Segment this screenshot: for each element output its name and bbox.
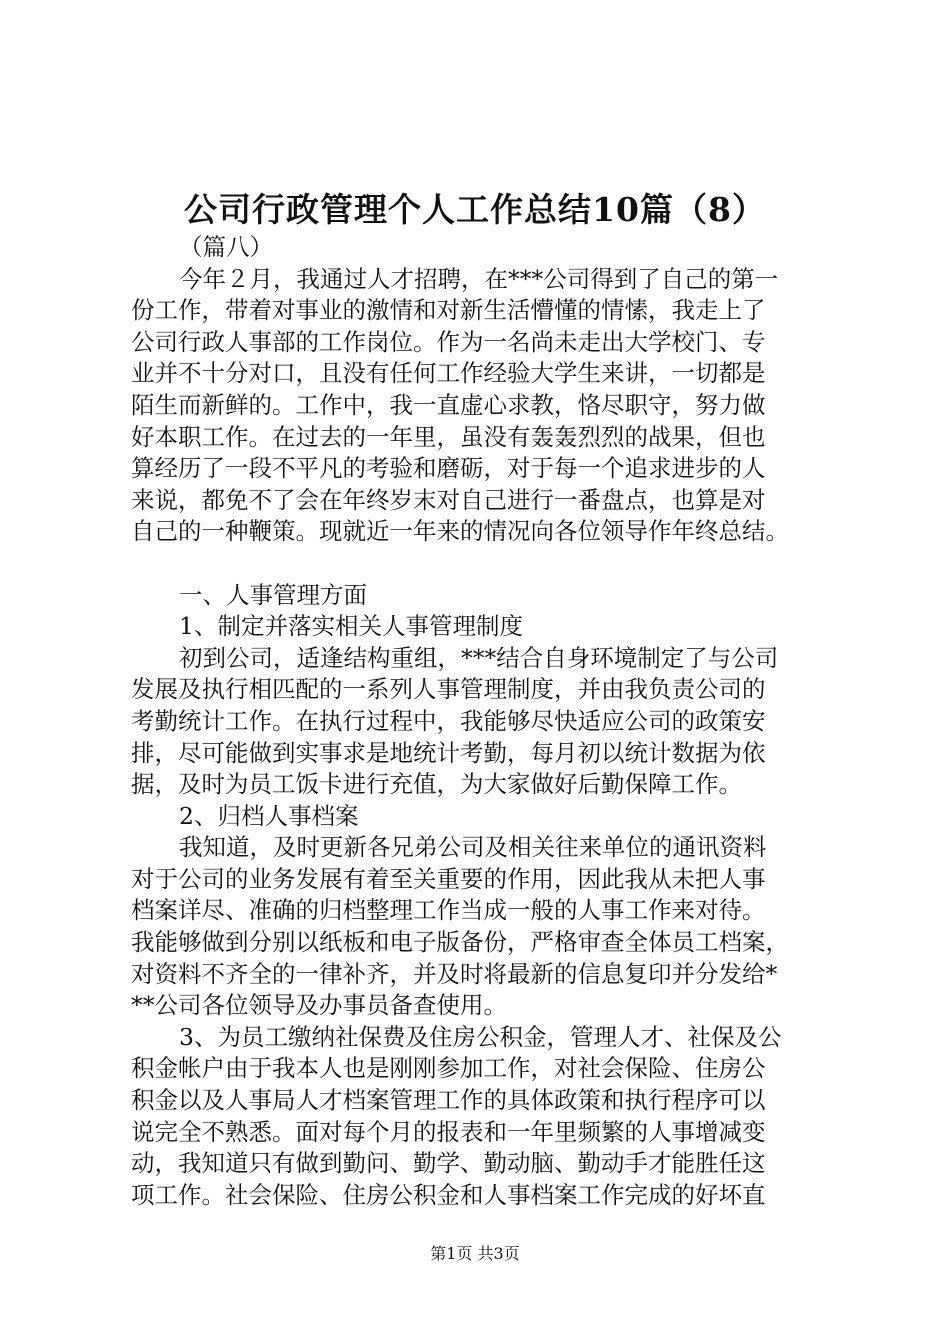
- paragraph-line: 说完全不熟悉。面对每个月的报表和一年里频繁的人事增减变: [131, 1117, 766, 1146]
- paragraph-line: 陌生而新鲜的。工作中，我一直虚心求教，恪尽职守，努力做: [131, 390, 766, 419]
- paragraph-line: 档案详尽、准确的归档整理工作当成一般的人事工作来对待。: [131, 896, 766, 925]
- paragraph-line: 我知道，及时更新各兄弟公司及相关往来单位的通讯资料: [179, 833, 767, 862]
- paragraph-line: 好本职工作。在过去的一年里，虽没有轰轰烈烈的战果，但也: [131, 422, 766, 451]
- paragraph-line: 项工作。社会保险、住房公积金和人事档案工作完成的好坏直: [131, 1180, 766, 1209]
- paragraph-line: 据，及时为员工饭卡进行充值，为大家做好后勤保障工作。: [131, 770, 742, 799]
- paragraph-line: 今年２月，我通过人才招聘，在***公司得到了自己的第一: [179, 264, 779, 293]
- paragraph-line: 2、归档人事档案: [179, 801, 359, 830]
- paragraph-line: 自己的一种鞭策。现就近一年来的情况向各位领导作年终总结。: [131, 517, 789, 546]
- paragraph-line: 初到公司，适逢结构重组，***结合自身环境制定了与公司: [179, 643, 779, 672]
- paragraph-line: 一、人事管理方面: [179, 580, 367, 609]
- paragraph-line: 对资料不齐全的一律补齐，并及时将最新的信息复印并分发给*: [131, 959, 778, 988]
- paragraph-line: 份工作，带着对事业的激情和对新生活懵懂的情愫，我走上了: [131, 296, 766, 325]
- paragraph-line: （篇八）: [179, 233, 273, 261]
- paragraph-line: 3、为员工缴纳社保费及住房公积金，管理人才、社保及公: [179, 1022, 782, 1051]
- paragraph-line: **公司各位领导及办事员备查使用。: [131, 991, 507, 1020]
- page-footer: 第1页 共3页: [430, 1244, 520, 1263]
- paragraph-line: 积金帐户由于我本人也是刚刚参加工作，对社会保险、住房公: [131, 1054, 766, 1083]
- paragraph-line: 我能够做到分别以纸板和电子版备份，严格审查全体员工档案，: [131, 928, 789, 957]
- document-body: [131, 232, 851, 1211]
- paragraph-line: 来说，都免不了会在年终岁末对自己进行一番盘点，也算是对: [131, 485, 766, 514]
- paragraph-line: 1、制定并落实相关人事管理制度: [179, 612, 523, 641]
- blank-line: [131, 548, 851, 580]
- paragraph-line: 考勤统计工作。在执行过程中，我能够尽快适应公司的政策安: [131, 706, 766, 735]
- paragraph-line: 积金以及人事局人才档案管理工作的具体政策和执行程序可以: [131, 1086, 766, 1115]
- paragraph-line: 对于公司的业务发展有着至关重要的作用，因此我从未把人事: [131, 864, 766, 893]
- paragraph-line: 排，尽可能做到实事求是地统计考勤，每月初以统计数据为依: [131, 738, 766, 767]
- paragraph-line: 动，我知道只有做到勤问、勤学、勤动脑、勤动手才能胜任这: [131, 1149, 766, 1178]
- document-title: 公司行政管理个人工作总结10篇（8）: [184, 190, 766, 229]
- paragraph-line: 发展及执行相匹配的一系列人事管理制度，并由我负责公司的: [131, 675, 766, 704]
- paragraph-line: 算经历了一段不平凡的考验和磨砺，对于每一个追求进步的人: [131, 454, 766, 483]
- paragraph-line: 公司行政人事部的工作岗位。作为一名尚未走出大学校门、专: [131, 327, 766, 356]
- paragraph-line: 业并不十分对口，且没有任何工作经验大学生来讲，一切都是: [131, 359, 766, 388]
